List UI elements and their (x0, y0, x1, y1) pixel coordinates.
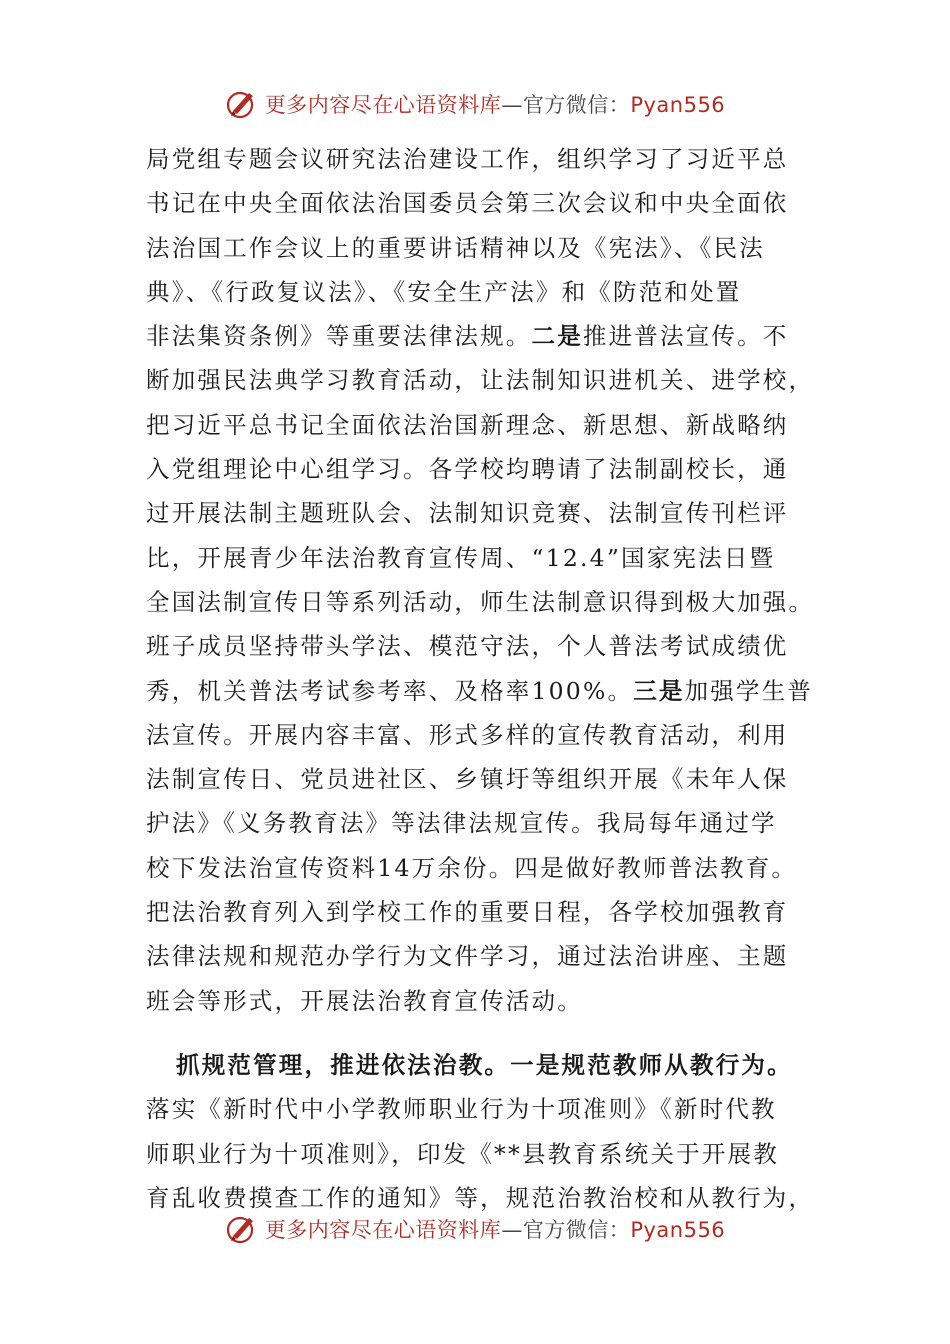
text-line: 护法》《义务教育法》等法律法规宣传。我局每年通过学 (146, 809, 777, 838)
bold-lead: 二是 (531, 322, 583, 351)
text-line: 全国法制宣传日等系列活动，师生法制意识得到极大加强。 (146, 587, 815, 616)
bold-lead: 三是 (633, 676, 685, 705)
text-line (146, 669, 814, 713)
text-line: 过开展法制主题班队会、法制知识竞赛、法制宣传刊栏评 (146, 499, 789, 528)
banner-wechat-label: 官方微信： (522, 93, 631, 117)
text-line: 局党组专题会议研究法治建设工作，组织学习了习近平总 (146, 145, 789, 173)
banner-separator: — (501, 93, 523, 117)
text-line: 班子成员坚持带头学法、模范守法，个人普法考试成绩优 (146, 632, 789, 661)
text-line: 班会等形式，开展法治教育宣传活动。 (146, 986, 583, 1015)
banner-text (265, 1214, 725, 1244)
banner-wechat-id: Pyan556 (630, 1218, 726, 1242)
text-line: 断加强民法典学习教育活动，让法制知识进机关、进学校， (146, 366, 815, 395)
text-line: 法宣传。开展内容丰富、形式多样的宣传教育活动，利用 (146, 720, 789, 749)
text-run: 加强学生普 (684, 676, 814, 705)
header-banner (0, 84, 950, 124)
text-run: 非法集资条例》等重要法律法规。 (146, 322, 532, 351)
text-line: 入党组理论中心组学习。各学校均聘请了法制副校长，通 (146, 455, 789, 484)
footer-banner (0, 1209, 950, 1249)
banner-separator: — (501, 1218, 523, 1242)
text-line: 法制宣传日、党员进社区、乡镇圩等组织开展《未年人保 (146, 765, 789, 794)
text-line: 法律法规和规范办学行为文件学习，通过法治讲座、主题 (146, 942, 789, 971)
paragraph-gap (146, 1023, 806, 1043)
text-line (146, 314, 806, 358)
text-line: 把法治教育列入到学校工作的重要日程，各学校加强教育 (146, 898, 789, 927)
text-line: 把习近平总书记全面依法治国新理念、新思想、新战略纳 (146, 410, 789, 439)
text-line: 比，开展青少年法治教育宣传周、“12.4”国家宪法日暨 (146, 543, 776, 572)
pen-logo-icon (225, 1212, 259, 1246)
text-line: 法治国工作会议上的重要讲话精神以及《宪法》、《民法 (146, 233, 765, 262)
document-body (146, 137, 815, 1220)
banner-main: 更多内容尽在心语资料库 (264, 93, 502, 117)
text-run: 秀，机关普法考试参考率、及格率100%。 (146, 676, 634, 705)
banner-wechat-label: 官方微信： (522, 1218, 631, 1242)
text-line: 师职业行为十项准则》，印发《**县教育系统关于开展教 (146, 1139, 779, 1168)
section-heading (146, 1043, 806, 1087)
text-line: 落实《新时代中小学教师职业行为十项准则》《新时代教 (146, 1095, 777, 1124)
text-line: 书记在中央全面依法治国委员会第三次会议和中央全面依 (146, 189, 789, 218)
banner-text (265, 89, 725, 119)
banner-main: 更多内容尽在心语资料库 (264, 1218, 502, 1242)
banner-wechat-id: Pyan556 (630, 93, 726, 117)
text-line: 育乱收费摸查工作的通知》等，规范治教治校和从教行为， (146, 1183, 815, 1212)
text-line: 校下发法治宣传资料14万余份。四是做好教师普法教育。 (146, 853, 798, 882)
text-run: 推进普法宣传。不 (582, 322, 789, 351)
text-line: 典》、《行政复议法》、《安全生产法》和《防范和处置 (146, 277, 742, 306)
pen-logo-icon (225, 87, 259, 121)
bold-heading: 抓规范管理，推进依法治教。一是规范教师从教行为。 (176, 1050, 793, 1079)
